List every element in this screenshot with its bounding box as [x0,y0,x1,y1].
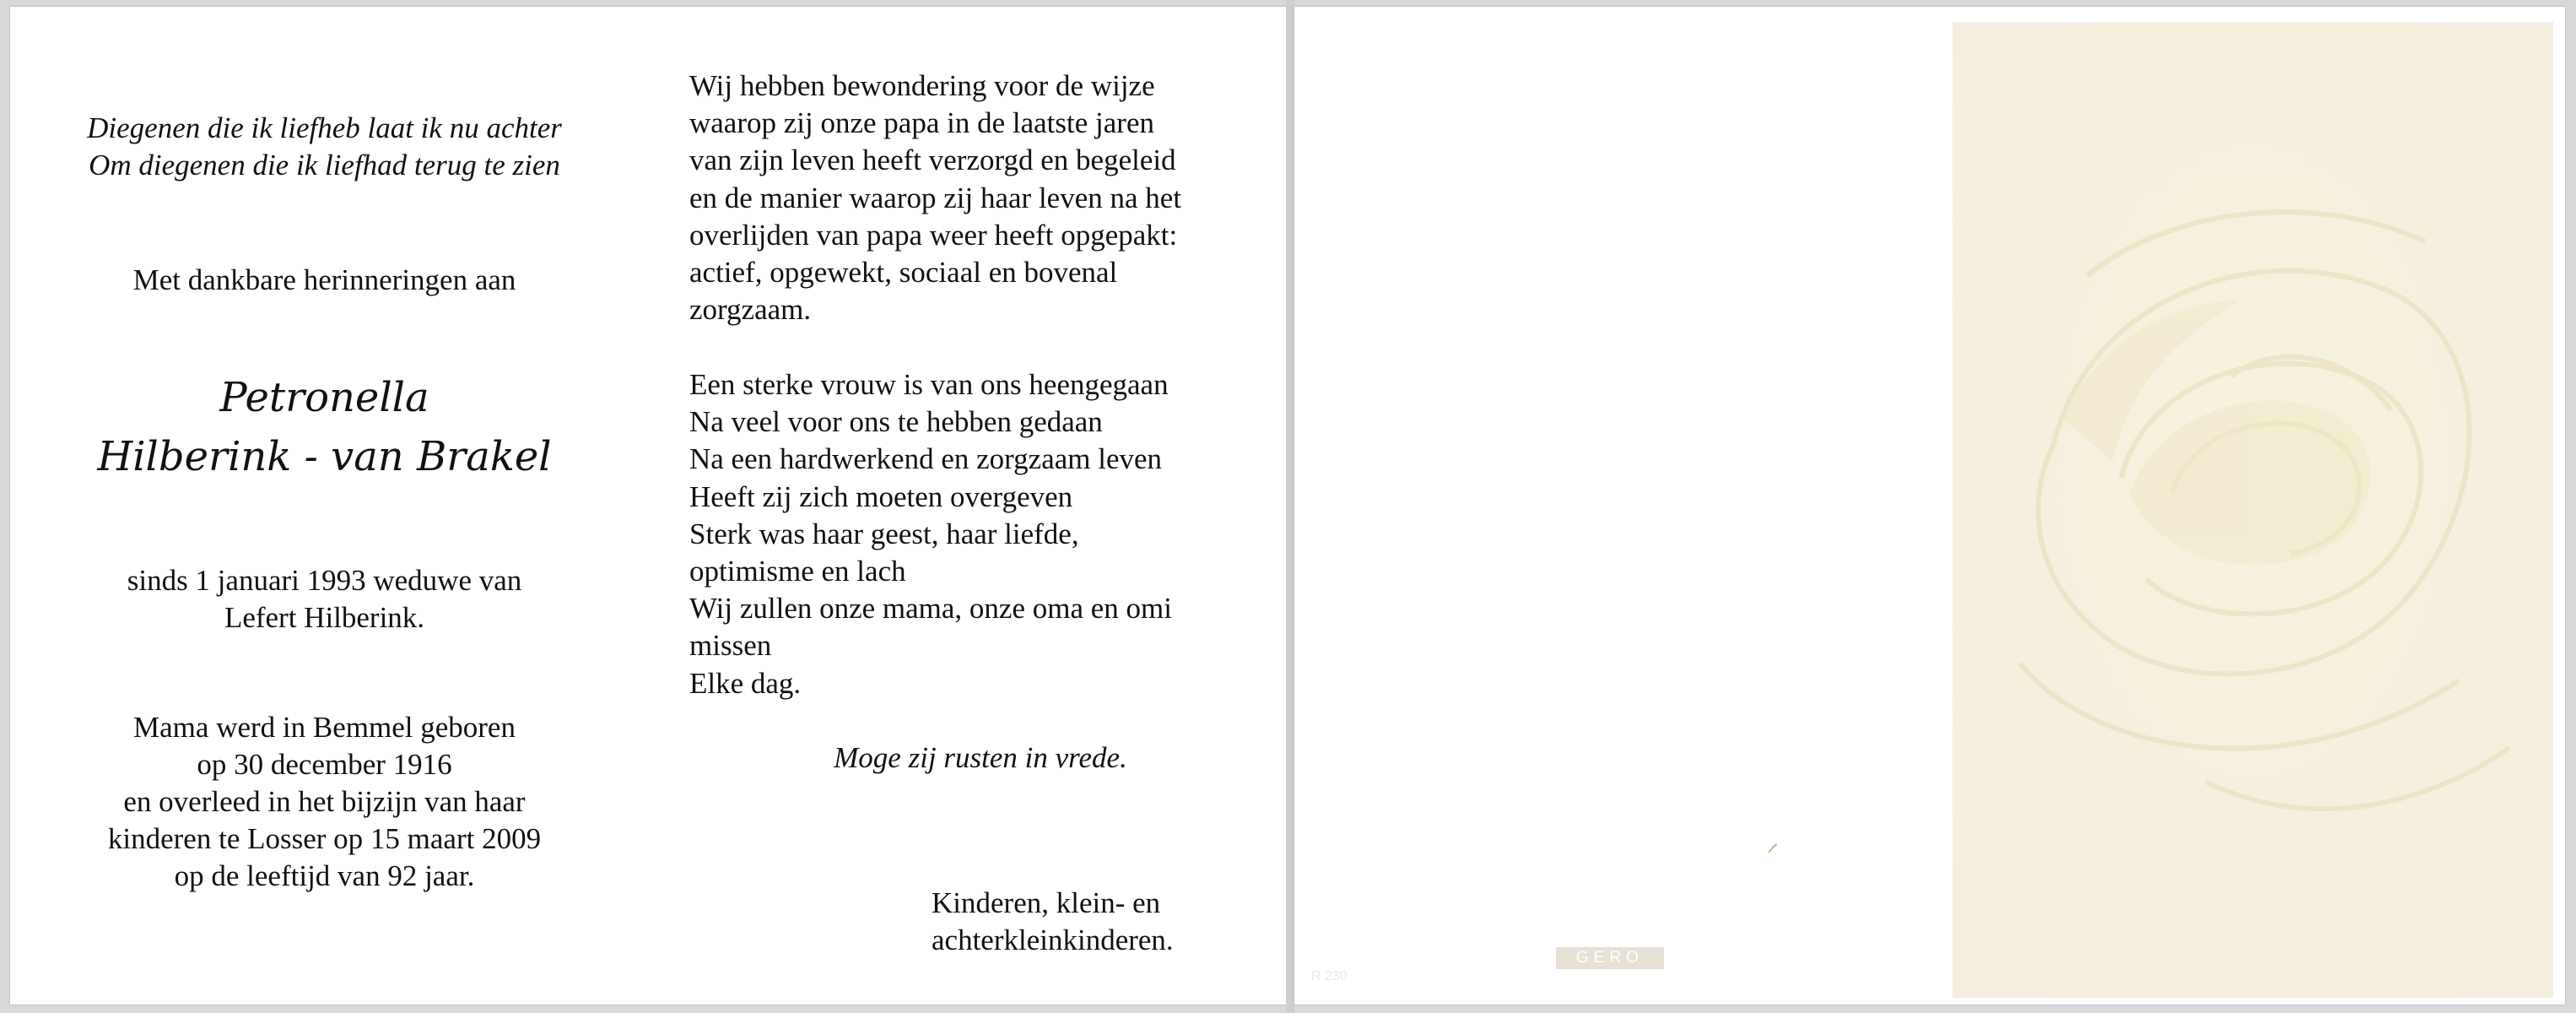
paper-fleck [1767,842,1779,854]
paragraph-line: zorgzaam. [689,293,812,327]
paragraph-line: van zijn leven heeft verzorgd en begeleid [689,144,1176,177]
tribute-paragraph [689,68,1181,328]
memorial-poem [689,366,1172,702]
life-line: en overleed in het bijzijn van haar [123,785,526,818]
rose-illustration [1952,22,2553,998]
widow-line: sinds 1 januari 1993 weduwe van [127,564,522,597]
poem-line: optimisme en lach [689,555,906,588]
poem-line: Elke dag. [689,666,802,700]
life-line: op 30 december 1916 [197,748,452,781]
verse-line: Diegenen die ik liefheb laat ik nu achter [87,111,562,144]
signoff-line: achterkleinkinderen. [932,924,1174,957]
poem-line: Een sterke vrouw is van ons heengegaan [689,368,1169,401]
card-outer-spread [1294,7,2565,1005]
rest-in-peace-line: Moge zij rusten in vrede. [834,741,1127,774]
memorial-intro: Met dankbare herinneringen aan [132,263,516,296]
card-code: R 230 [1311,969,1347,983]
widow-line: Lefert Hilberink. [224,601,425,634]
paragraph-line: waarop zij onze papa in de laatste jaren [689,106,1154,140]
card-fold [1286,0,1294,1013]
publisher-logo: GERO [1556,947,1664,969]
card-inner-spread [10,7,1286,1005]
poem-line: Wij zullen onze mama, onze oma en omi [689,592,1172,626]
poem-line: Na een hardwerkend en zorgzaam leven [689,442,1163,476]
verse-line: Om diegenen die ik liefhad terug te zien [89,149,560,181]
poem-line: Heeft zij zich moeten overgeven [689,479,1073,513]
rose-image [1952,22,2553,998]
signoff-line: Kinderen, klein- en [932,886,1161,919]
widow-notice [27,562,622,637]
life-line: kinderen te Losser op 15 maart 2009 [107,822,542,855]
first-name: Petronella [219,374,429,421]
poem-line: Na veel voor ons te hebben gedaan [689,405,1103,439]
deceased-name [27,368,622,486]
family-signoff [932,885,1174,959]
opening-verse [27,110,622,184]
surname: Hilberink - van Brakel [97,433,552,480]
life-details [27,709,622,895]
paragraph-line: overlijden van papa weer heeft opgepakt: [689,218,1178,252]
paragraph-line: actief, opgewekt, sociaal en bovenal [689,256,1118,290]
paragraph-line: Wij hebben bewondering voor de wijze [689,69,1155,102]
life-line: Mama werd in Bemmel geboren [133,711,516,744]
poem-line: missen [689,629,772,663]
life-line: op de leeftijd van 92 jaar. [174,859,475,892]
poem-line: Sterk was haar geest, haar liefde, [689,517,1079,550]
paragraph-line: en de manier waarop zij haar leven na het [689,181,1182,214]
